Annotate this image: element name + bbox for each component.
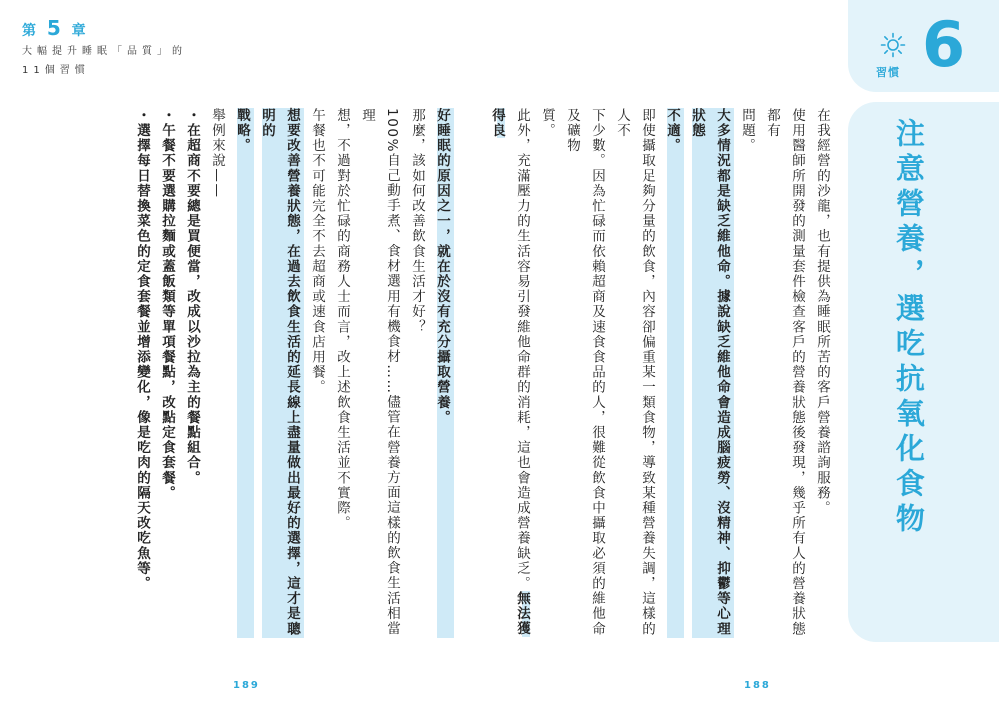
habit-title: 注意營養，選吃抗氧化食物: [891, 118, 926, 538]
right-p4: [484, 108, 534, 638]
chapter-subtitle: 大幅提升睡眠「品質」的: [22, 46, 187, 57]
left-p3b: 想，不過對於忙碌的商務人士而言，改上述飲食生活並不實際。: [334, 108, 350, 531]
right-p4a: 此外，充滿壓力的生活容易引發維他命群的消耗，這也會造成營養缺乏。: [514, 108, 530, 592]
bullet-item: ・在超商不要總是買便當，改成以沙拉為主的餐點組合。: [184, 108, 200, 486]
right-p4b: 無法獲得良: [489, 108, 530, 637]
left-p4a: 想要改善營養狀態，在過去飲食生活的延長線上盡量做出最好的選擇，這才是聰明的: [254, 108, 304, 638]
chapter-subtitle-2: 11個習慣: [22, 65, 90, 76]
right-p1b: 使用醫師所開發的測量套件檢查客戶的營養狀態後發現，幾乎所有人的營養狀態都有: [764, 108, 805, 637]
bullet-item: ・選擇每日替換菜色的定食套餐並增添變化，像是吃肉的隔天改吃魚等。: [134, 108, 150, 592]
left-p5: 舉例來說——: [209, 108, 225, 199]
right-p3c: 質。: [539, 108, 555, 139]
habit-label: 習慣: [876, 66, 900, 79]
right-p3b: 下少數。因為忙碌而依賴超商及速食食品的人，很難從飲食中攝取必須的維他命及礦物: [564, 108, 605, 637]
habit-number: 6: [922, 8, 966, 81]
chapter-number-line: [22, 16, 187, 40]
left-page-number: 189: [233, 680, 260, 691]
right-p1a: 在我經營的沙龍，也有提供為睡眠所苦的客戶營養諮詢服務。: [814, 108, 830, 516]
chapter-header: [22, 16, 187, 76]
right-p2b: 不適。: [659, 108, 684, 638]
chapter-number: 5: [46, 16, 64, 40]
right-p1c: 問題。: [739, 108, 755, 154]
bullet-item: ・午餐不要選購拉麵或蓋飯類等單項餐點，改點定食套餐。: [159, 108, 175, 501]
right-p3a: 即使攝取足夠分量的飲食，內容卻偏重某一類食物，導致某種營養失調，這樣的人不: [614, 108, 655, 637]
left-page-body: [58, 108, 454, 638]
chapter-label-prefix: 第: [22, 23, 39, 39]
left-p2: 那麼，該如何改善飲食生活才好？: [409, 108, 425, 335]
sun-icon: [880, 32, 906, 58]
right-p2a: 大多情況都是缺乏維他命。據說缺乏維他命會造成腦疲勞、沒精神、抑鬱等心理狀態: [684, 108, 734, 638]
chapter-label-suffix: 章: [71, 23, 89, 39]
left-p4b: 戰略。: [229, 108, 254, 638]
left-p3a: 100%自己動手煮、食材選用有機食材……儘管在營養方面這樣的飲食生活相當理: [359, 108, 400, 637]
left-p3c: 午餐也不可能完全不去超商或速食店用餐。: [309, 108, 325, 395]
right-page-number: 188: [744, 680, 771, 691]
left-p1: 好睡眠的原因之一，就在於沒有充分攝取營養。: [429, 108, 454, 638]
right-page-body: [489, 108, 834, 638]
